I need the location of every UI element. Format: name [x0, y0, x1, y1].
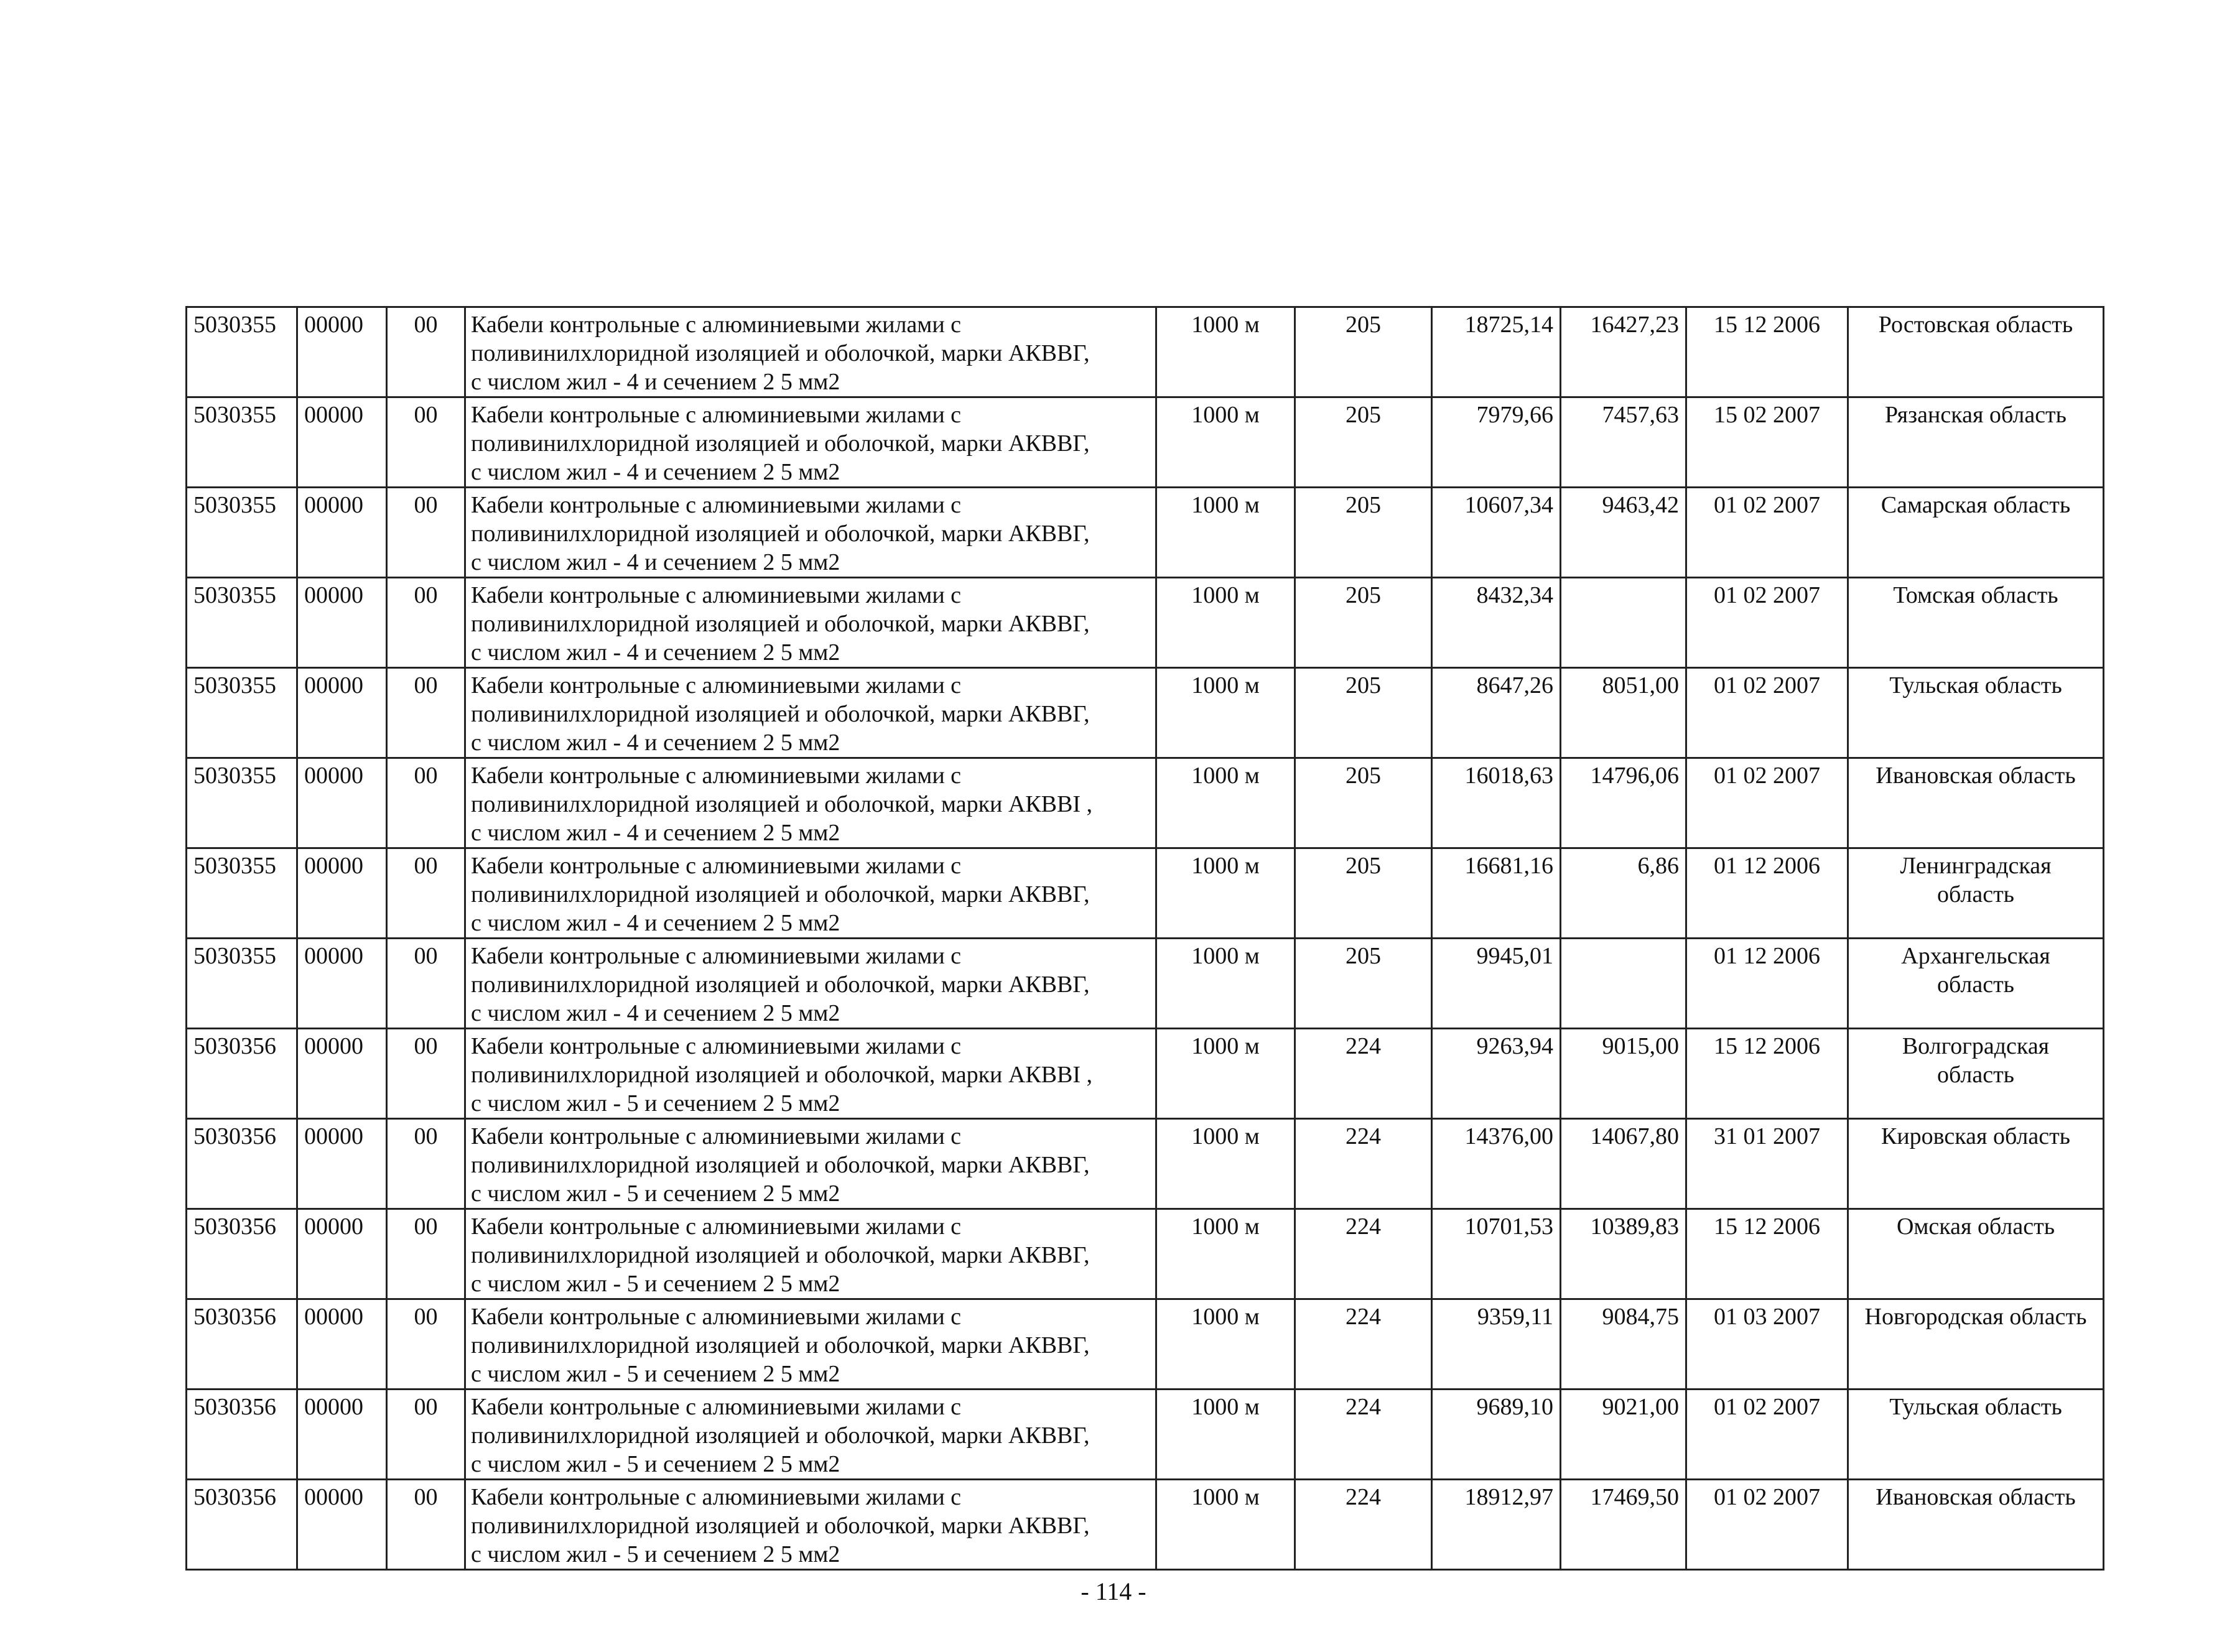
quantity-cell: 205: [1295, 397, 1432, 488]
region-line: Томская область: [1893, 582, 2058, 608]
table-body: [187, 307, 2104, 1570]
unit-cell: 1000 м: [1156, 307, 1295, 397]
table-row: [187, 488, 2104, 578]
index-cell: 00: [387, 1209, 465, 1299]
description-cell: [465, 1209, 1156, 1299]
quantity-cell: 205: [1295, 758, 1432, 848]
description-line: Кабели контрольные с алюминиевыми жилами с: [471, 763, 962, 789]
description-line: с числом жил - 4 и сечением 2 5 мм2: [471, 459, 840, 485]
description-line: поливинилхлоридной изоляцией и оболочкой, марки АКВВГ,: [471, 430, 1090, 457]
quantity-cell: 224: [1295, 1029, 1432, 1119]
price-cell: 8647,26: [1432, 668, 1561, 758]
date-cell: 01 02 2007: [1686, 668, 1848, 758]
price-alt-cell: 9463,42: [1561, 488, 1686, 578]
index-cell: 00: [387, 758, 465, 848]
resource-code-cell: 5030356: [187, 1119, 297, 1209]
quantity-cell: 205: [1295, 848, 1432, 939]
index-cell: 00: [387, 397, 465, 488]
region-line: Кировская область: [1881, 1123, 2071, 1149]
price-cell: 10607,34: [1432, 488, 1561, 578]
price-alt-cell: 14067,80: [1561, 1119, 1686, 1209]
region-line: Тульская область: [1889, 1394, 2062, 1420]
table-row: [187, 1119, 2104, 1209]
price-cell: 7979,66: [1432, 397, 1561, 488]
resource-code-cell: 5030355: [187, 397, 297, 488]
resource-code-cell: 5030356: [187, 1299, 297, 1390]
subcode-cell: 00000: [297, 668, 387, 758]
unit-cell: 1000 м: [1156, 397, 1295, 488]
resource-code-cell: 5030355: [187, 488, 297, 578]
description-line: поливинилхлоридной изоляцией и оболочкой, марки АКВВГ,: [471, 611, 1090, 637]
description-line: с числом жил - 5 и сечением 2 5 мм2: [471, 1090, 840, 1116]
quantity-cell: 224: [1295, 1480, 1432, 1570]
region-cell: [1848, 1299, 2104, 1390]
region-cell: [1848, 668, 2104, 758]
price-alt-cell: 17469,50: [1561, 1480, 1686, 1570]
subcode-cell: 00000: [297, 397, 387, 488]
date-cell: 01 02 2007: [1686, 488, 1848, 578]
description-line: с числом жил - 5 и сечением 2 5 мм2: [471, 1181, 840, 1207]
date-cell: 01 12 2006: [1686, 848, 1848, 939]
table-row: [187, 1209, 2104, 1299]
table-row: [187, 758, 2104, 848]
region-cell: [1848, 488, 2104, 578]
description-cell: [465, 1119, 1156, 1209]
description-line: поливинилхлоридной изоляцией и оболочкой, марки АКВВГ,: [471, 1332, 1090, 1358]
index-cell: 00: [387, 1029, 465, 1119]
description-line: с числом жил - 4 и сечением 2 5 мм2: [471, 820, 840, 846]
unit-cell: 1000 м: [1156, 758, 1295, 848]
unit-cell: 1000 м: [1156, 488, 1295, 578]
price-cell: 16018,63: [1432, 758, 1561, 848]
price-cell: 9263,94: [1432, 1029, 1561, 1119]
subcode-cell: 00000: [297, 1119, 387, 1209]
price-alt-cell: [1561, 578, 1686, 668]
region-cell: [1848, 1390, 2104, 1480]
description-line: поливинилхлоридной изоляцией и оболочкой, марки АКВВГ,: [471, 340, 1090, 366]
price-cell: 9689,10: [1432, 1390, 1561, 1480]
index-cell: 00: [387, 578, 465, 668]
region-cell: [1848, 307, 2104, 397]
index-cell: 00: [387, 1299, 465, 1390]
price-alt-cell: 7457,63: [1561, 397, 1686, 488]
description-cell: [465, 1390, 1156, 1480]
date-cell: 01 02 2007: [1686, 758, 1848, 848]
table-row: [187, 578, 2104, 668]
description-cell: [465, 1299, 1156, 1390]
region-line: Новгородская область: [1864, 1304, 2087, 1330]
resource-code-cell: 5030356: [187, 1029, 297, 1119]
unit-cell: 1000 м: [1156, 578, 1295, 668]
description-line: поливинилхлоридной изоляцией и оболочкой, марки АКВВГ,: [471, 1513, 1090, 1539]
description-line: с числом жил - 5 и сечением 2 5 мм2: [471, 1271, 840, 1297]
unit-cell: 1000 м: [1156, 939, 1295, 1029]
resource-code-cell: 5030356: [187, 1480, 297, 1570]
index-cell: 00: [387, 307, 465, 397]
description-line: Кабели контрольные с алюминиевыми жилами с: [471, 672, 962, 698]
description-cell: [465, 758, 1156, 848]
table-row: [187, 397, 2104, 488]
region-line: область: [1936, 972, 2015, 998]
price-alt-cell: 9015,00: [1561, 1029, 1686, 1119]
description-cell: [465, 307, 1156, 397]
subcode-cell: 00000: [297, 1209, 387, 1299]
unit-cell: 1000 м: [1156, 1029, 1295, 1119]
price-alt-cell: 9084,75: [1561, 1299, 1686, 1390]
unit-cell: 1000 м: [1156, 668, 1295, 758]
description-line: поливинилхлоридной изоляцией и оболочкой, марки АКВВГ,: [471, 1152, 1090, 1178]
unit-cell: 1000 м: [1156, 1480, 1295, 1570]
description-line: поливинилхлоридной изоляцией и оболочкой, марки АКВВГ,: [471, 1242, 1090, 1268]
index-cell: 00: [387, 488, 465, 578]
index-cell: 00: [387, 848, 465, 939]
description-line: с числом жил - 5 и сечением 2 5 мм2: [471, 1451, 840, 1477]
unit-cell: 1000 м: [1156, 1119, 1295, 1209]
region-cell: [1848, 1209, 2104, 1299]
region-line: Ростовская область: [1878, 312, 2073, 338]
region-line: область: [1936, 1062, 2015, 1088]
table-row: [187, 1029, 2104, 1119]
price-cell: 8432,34: [1432, 578, 1561, 668]
price-cell: 16681,16: [1432, 848, 1561, 939]
date-cell: 15 12 2006: [1686, 307, 1848, 397]
index-cell: 00: [387, 1390, 465, 1480]
subcode-cell: 00000: [297, 307, 387, 397]
date-cell: 01 12 2006: [1686, 939, 1848, 1029]
description-line: Кабели контрольные с алюминиевыми жилами с: [471, 1484, 962, 1510]
price-alt-cell: [1561, 939, 1686, 1029]
description-cell: [465, 939, 1156, 1029]
description-line: поливинилхлоридной изоляцией и оболочкой, марки АКВВГ,: [471, 521, 1090, 547]
table-row: [187, 668, 2104, 758]
subcode-cell: 00000: [297, 758, 387, 848]
region-line: Ленинградская: [1900, 853, 2052, 879]
subcode-cell: 00000: [297, 1480, 387, 1570]
date-cell: 15 12 2006: [1686, 1029, 1848, 1119]
region-cell: [1848, 848, 2104, 939]
description-line: поливинилхлоридной изоляцией и оболочкой, марки АКВВГ,: [471, 701, 1090, 727]
unit-cell: 1000 м: [1156, 1209, 1295, 1299]
date-cell: 15 12 2006: [1686, 1209, 1848, 1299]
subcode-cell: 00000: [297, 1299, 387, 1390]
description-line: Кабели контрольные с алюминиевыми жилами с: [471, 1213, 962, 1240]
region-line: Рязанская область: [1885, 402, 2067, 428]
table-row: [187, 848, 2104, 939]
region-cell: [1848, 578, 2104, 668]
description-line: Кабели контрольные с алюминиевыми жилами с: [471, 1033, 962, 1059]
subcode-cell: 00000: [297, 1390, 387, 1480]
description-line: Кабели контрольные с алюминиевыми жилами с: [471, 402, 962, 428]
region-line: Волгоградская: [1902, 1033, 2050, 1059]
price-cell: 18725,14: [1432, 307, 1561, 397]
region-cell: [1848, 758, 2104, 848]
description-line: Кабели контрольные с алюминиевыми жилами с: [471, 1123, 962, 1149]
region-cell: [1848, 1480, 2104, 1570]
description-line: с числом жил - 4 и сечением 2 5 мм2: [471, 639, 840, 666]
description-line: Кабели контрольные с алюминиевыми жилами с: [471, 492, 962, 518]
price-cell: 9359,11: [1432, 1299, 1561, 1390]
unit-cell: 1000 м: [1156, 1390, 1295, 1480]
description-line: с числом жил - 4 и сечением 2 5 мм2: [471, 730, 840, 756]
price-alt-cell: 8051,00: [1561, 668, 1686, 758]
resource-code-cell: 5030355: [187, 939, 297, 1029]
description-line: поливинилхлоридной изоляцией и оболочкой, марки АКВВГ,: [471, 972, 1090, 998]
region-cell: [1848, 939, 2104, 1029]
quantity-cell: 224: [1295, 1390, 1432, 1480]
description-cell: [465, 578, 1156, 668]
description-cell: [465, 488, 1156, 578]
region-cell: [1848, 1119, 2104, 1209]
description-line: Кабели контрольные с алюминиевыми жилами с: [471, 1394, 962, 1420]
subcode-cell: 00000: [297, 578, 387, 668]
date-cell: 31 01 2007: [1686, 1119, 1848, 1209]
resource-code-cell: 5030356: [187, 1390, 297, 1480]
description-line: поливинилхлоридной изоляцией и оболочкой, марки АКВВГ,: [471, 881, 1090, 907]
description-line: Кабели контрольные с алюминиевыми жилами с: [471, 853, 962, 879]
description-cell: [465, 397, 1156, 488]
quantity-cell: 224: [1295, 1119, 1432, 1209]
table-row: [187, 1390, 2104, 1480]
table-row: [187, 307, 2104, 397]
resource-code-cell: 5030355: [187, 758, 297, 848]
description-line: поливинилхлоридной изоляцией и оболочкой, марки АКВВI ,: [471, 1062, 1093, 1088]
region-line: Ивановская область: [1876, 763, 2076, 789]
description-line: с числом жил - 5 и сечением 2 5 мм2: [471, 1541, 840, 1567]
date-cell: 15 02 2007: [1686, 397, 1848, 488]
subcode-cell: 00000: [297, 488, 387, 578]
description-line: с числом жил - 4 и сечением 2 5 мм2: [471, 1000, 840, 1026]
date-cell: 01 02 2007: [1686, 1480, 1848, 1570]
description-line: Кабели контрольные с алюминиевыми жилами с: [471, 582, 962, 608]
date-cell: 01 03 2007: [1686, 1299, 1848, 1390]
price-alt-cell: 16427,23: [1561, 307, 1686, 397]
region-line: Самарская область: [1881, 492, 2071, 518]
description-line: с числом жил - 4 и сечением 2 5 мм2: [471, 369, 840, 395]
description-cell: [465, 848, 1156, 939]
resource-code-cell: 5030356: [187, 1209, 297, 1299]
table-row: [187, 1299, 2104, 1390]
price-cell: 10701,53: [1432, 1209, 1561, 1299]
subcode-cell: 00000: [297, 1029, 387, 1119]
description-line: Кабели контрольные с алюминиевыми жилами с: [471, 312, 962, 338]
price-alt-cell: 9021,00: [1561, 1390, 1686, 1480]
index-cell: 00: [387, 1119, 465, 1209]
date-cell: 01 02 2007: [1686, 578, 1848, 668]
description-line: Кабели контрольные с алюминиевыми жилами с: [471, 1304, 962, 1330]
resource-code-cell: 5030355: [187, 578, 297, 668]
date-cell: 01 02 2007: [1686, 1390, 1848, 1480]
description-line: с числом жил - 4 и сечением 2 5 мм2: [471, 910, 840, 936]
resource-code-cell: 5030355: [187, 848, 297, 939]
unit-cell: 1000 м: [1156, 848, 1295, 939]
price-alt-cell: 6,86: [1561, 848, 1686, 939]
description-line: поливинилхлоридной изоляцией и оболочкой, марки АКВВI ,: [471, 791, 1093, 817]
description-line: с числом жил - 5 и сечением 2 5 мм2: [471, 1361, 840, 1387]
region-cell: [1848, 1029, 2104, 1119]
description-line: с числом жил - 4 и сечением 2 5 мм2: [471, 549, 840, 575]
quantity-cell: 224: [1295, 1209, 1432, 1299]
quantity-cell: 205: [1295, 578, 1432, 668]
description-cell: [465, 1029, 1156, 1119]
price-cell: 18912,97: [1432, 1480, 1561, 1570]
description-line: поливинилхлоридной изоляцией и оболочкой, марки АКВВГ,: [471, 1422, 1090, 1449]
table-row: [187, 939, 2104, 1029]
region-line: Омская область: [1896, 1213, 2055, 1240]
quantity-cell: 205: [1295, 939, 1432, 1029]
quantity-cell: 205: [1295, 488, 1432, 578]
resource-code-cell: 5030355: [187, 668, 297, 758]
table-row: [187, 1480, 2104, 1570]
price-alt-cell: 14796,06: [1561, 758, 1686, 848]
subcode-cell: 00000: [297, 848, 387, 939]
quantity-cell: 205: [1295, 307, 1432, 397]
price-table: [185, 306, 2104, 1571]
resource-code-cell: 5030355: [187, 307, 297, 397]
unit-cell: 1000 м: [1156, 1299, 1295, 1390]
region-line: Архангельская: [1901, 943, 2050, 969]
price-alt-cell: 10389,83: [1561, 1209, 1686, 1299]
region-cell: [1848, 397, 2104, 488]
region-line: Ивановская область: [1876, 1484, 2076, 1510]
region-line: Тульская область: [1889, 672, 2062, 698]
quantity-cell: 224: [1295, 1299, 1432, 1390]
price-cell: 9945,01: [1432, 939, 1561, 1029]
page-number: - 114 -: [1081, 1577, 1146, 1605]
description-line: Кабели контрольные с алюминиевыми жилами с: [471, 943, 962, 969]
description-cell: [465, 668, 1156, 758]
region-line: область: [1936, 881, 2015, 907]
subcode-cell: 00000: [297, 939, 387, 1029]
price-cell: 14376,00: [1432, 1119, 1561, 1209]
description-cell: [465, 1480, 1156, 1570]
index-cell: 00: [387, 1480, 465, 1570]
index-cell: 00: [387, 939, 465, 1029]
quantity-cell: 205: [1295, 668, 1432, 758]
index-cell: 00: [387, 668, 465, 758]
